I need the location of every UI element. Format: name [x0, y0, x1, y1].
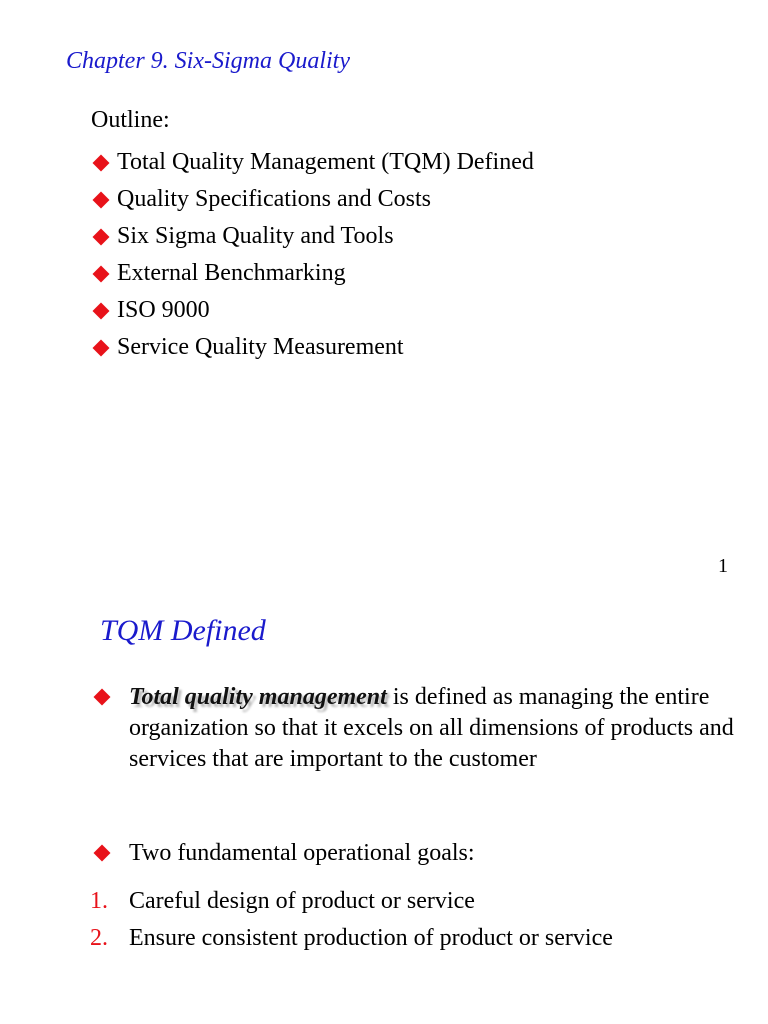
outline-label: Outline:: [91, 107, 170, 133]
outline-item: [91, 329, 534, 366]
red-diamond-bullet-icon: [93, 339, 110, 356]
red-diamond-bullet-icon: [93, 191, 110, 208]
chapter-title: Chapter 9. Six-Sigma Quality: [66, 48, 350, 74]
outline-item-label: Service Quality Measurement: [117, 334, 404, 360]
goal-item: [90, 923, 613, 960]
goal-text: Careful design of product or service: [129, 888, 475, 914]
red-diamond-bullet-icon: [94, 845, 111, 862]
slide-title: TQM Defined: [100, 614, 266, 647]
outline-item: [91, 181, 534, 218]
slide-tqm-defined: [0, 590, 768, 1024]
red-diamond-bullet-icon: [93, 154, 110, 171]
red-diamond-bullet-icon: [93, 228, 110, 245]
goals-bullet: [92, 838, 742, 869]
outline-item: [91, 144, 534, 181]
outline-item: [91, 255, 534, 292]
goal-item: [90, 886, 613, 923]
definition-bullet: [92, 682, 742, 775]
goal-text: Ensure consistent production of product or service: [129, 925, 613, 951]
defined-term: Total quality management: [129, 684, 387, 710]
goal-number: 2.: [90, 925, 108, 951]
page-number: 1: [718, 555, 728, 577]
outline-item-label: ISO 9000: [117, 297, 210, 323]
goal-list: [90, 886, 613, 960]
goals-intro: Two fundamental operational goals:: [129, 840, 475, 866]
definition-body: is defined as managing the entire organization so that it excels on all dimensions of products and services that are important to the customer: [129, 684, 734, 772]
outline-item-label: Total Quality Management (TQM) Defined: [117, 149, 534, 175]
goal-number: 1.: [90, 888, 108, 914]
red-diamond-bullet-icon: [94, 689, 111, 706]
outline-item: [91, 218, 534, 255]
outline-item-label: External Benchmarking: [117, 260, 346, 286]
red-diamond-bullet-icon: [93, 265, 110, 282]
definition-text: [129, 682, 742, 775]
red-diamond-bullet-icon: [93, 302, 110, 319]
outline-item-label: Six Sigma Quality and Tools: [117, 223, 394, 249]
outline-item-label: Quality Specifications and Costs: [117, 186, 431, 212]
outline-list: [91, 144, 534, 366]
outline-item: [91, 292, 534, 329]
